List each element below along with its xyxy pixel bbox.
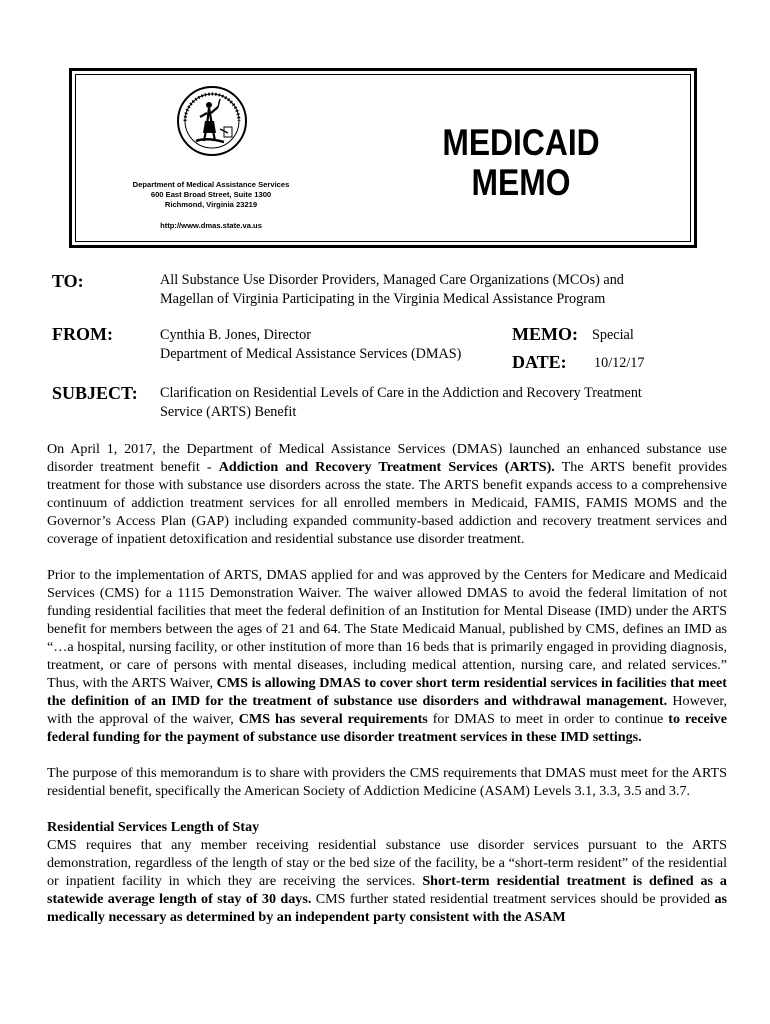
p1-text-a: On April 1, 2017, the Department of Medical Assistance Services (DMAS) launched an enhanced substance use disorder treatment benefit -	[47, 441, 727, 475]
from-line2: Department of Medical Assistance Services (DMAS)	[160, 346, 462, 362]
memo-type-value: Special	[592, 327, 634, 343]
department-name: Department of Medical Assistance Services	[132, 180, 290, 189]
paragraph-purpose: The purpose of this memorandum is to share with providers the CMS requirements that DMAS must meet for the ARTS residential benefit, specifically the American Society of Addiction Medicine (ASAM) Levels 3.1, 3.3, 3.5 and 3.7.	[47, 765, 727, 799]
p1-text-c: The ARTS benefit provides treatment for those with substance use disorders across the state. The ARTS benefit expands access to a comprehensive continuum of addiction treatment services for all enrolled members in Medicaid, FAMIS, FAMIS MOMS and the Governor’s Access Plan (GAP) including expanded community-based addiction and recovery treatment services and coverage of inpatient detoxification and residential substance use disorder treatment.	[47, 459, 727, 547]
department-address-block	[96, 180, 326, 210]
subject-line1: Clarification on Residential Levels of Care in the Addiction and Recovery Treatment	[160, 385, 642, 401]
from-sender	[160, 326, 490, 364]
memo-body	[47, 440, 727, 926]
p2-text-a: Prior to the implementation of ARTS, DMAS applied for and was approved by the Centers for Medicare and Medicaid Services (CMS) for a 1115 Demonstration Waiver. The waiver allowed DMAS to avoid the federal limitation of not funding residential facilities that meet the federal definition of an Institution for Mental Disease (IMD) under the ARTS benefit for members between the ages of 21 and 64. The State Medicaid Manual, published by CMS, defines an IMD as “…a hospital, nursing facility, or other institution of more than 16 beds that is primarily engaged in providing diagnosis, treatment, or care of persons with mental diseases, including medical attention, nursing care, and related services.” Thus, with the ARTS Waiver,	[47, 567, 727, 691]
subject-label: SUBJECT:	[52, 383, 138, 403]
virginia-state-seal-icon	[176, 85, 248, 157]
p2-bold-federal-funding: to receive federal funding for the payment of substance use disorder treatment services in these IMD settings.	[47, 711, 727, 745]
to-line2: Magellan of Virginia Participating in the Virginia Medical Assistance Program	[160, 291, 606, 307]
from-line1: Cynthia B. Jones, Director	[160, 327, 311, 343]
p4-text-c: CMS further stated residential treatment services should be provided	[311, 891, 715, 907]
department-address-line2: Richmond, Virginia 23219	[164, 200, 258, 209]
memo-title	[418, 123, 624, 203]
date-label: DATE:	[512, 352, 567, 372]
paragraph-length-of-stay	[47, 836, 727, 926]
department-address-line1: 600 East Broad Street, Suite 1300	[150, 190, 272, 199]
p1-bold-arts: Addiction and Recovery Treatment Services (ARTS).	[218, 459, 555, 475]
p4-bold-short-term: Short-term residential treatment is defined as a statewide average length of stay of 30 days.	[47, 873, 727, 907]
to-line1: All Substance Use Disorder Providers, Managed Care Organizations (MCOs) and	[160, 272, 624, 288]
memo-title-line2: MEMO	[471, 162, 571, 203]
paragraph-arts-launch	[47, 440, 727, 548]
p2-text-c: However, with the approval of the waiver,	[47, 693, 727, 727]
to-label: TO:	[52, 271, 84, 291]
department-url: http://www.dmas.state.va.us	[160, 221, 262, 230]
memo-header-inner-border	[75, 74, 691, 242]
section-heading-length-of-stay: Residential Services Length of Stay	[47, 819, 260, 835]
memo-header-box	[69, 68, 697, 248]
paragraph-imd-waiver	[47, 566, 727, 746]
from-label: FROM:	[52, 324, 113, 344]
memo-type-label: MEMO:	[512, 324, 578, 344]
p4-bold-medically-necessary: as medically necessary as determined by an independent party consistent with the ASAM	[47, 891, 727, 925]
p2-bold-cms-allowing: CMS is allowing DMAS to cover short term residential services in facilities that meet the definition of an IMD for the treatment of substance use disorders and withdrawal management.	[47, 675, 727, 709]
subject-text	[160, 384, 720, 422]
memo-title-line1: MEDICAID	[442, 122, 600, 163]
subject-line2: Service (ARTS) Benefit	[160, 404, 297, 420]
date-value: 10/12/17	[594, 355, 645, 371]
p2-text-e: for DMAS to meet in order to continue	[427, 711, 669, 727]
p4-text-a: CMS requires that any member receiving residential substance use disorder services pursuant to the ARTS demonstration, regardless of the length of stay or the bed size of the facility, be a “short-term resident” of the residential or inpatient facility in which they are receiving the services.	[47, 837, 727, 889]
p2-bold-requirements: CMS has several requirements	[238, 711, 428, 727]
to-recipients	[160, 271, 720, 309]
